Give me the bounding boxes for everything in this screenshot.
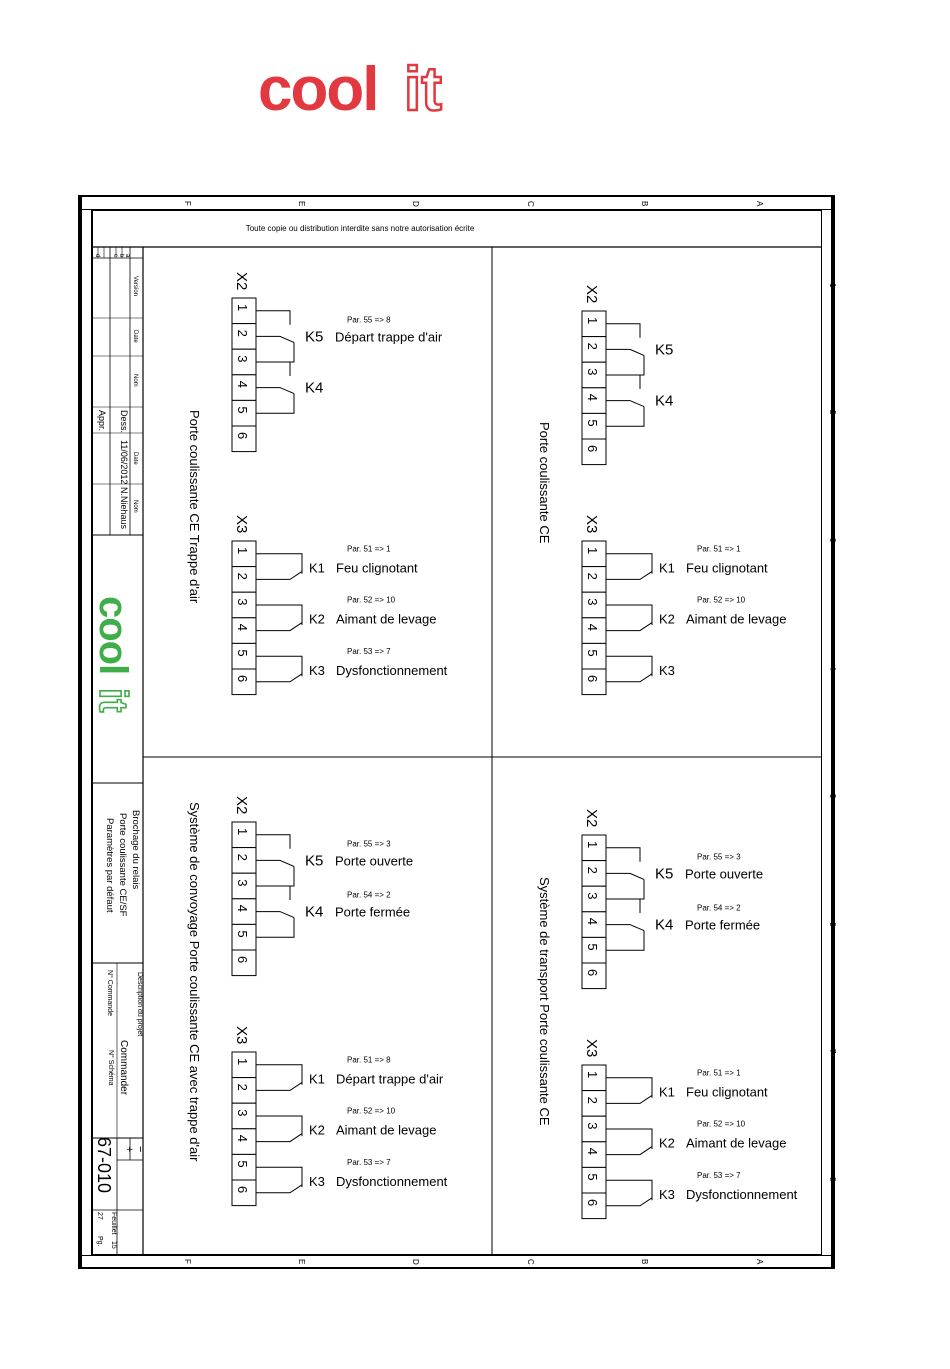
terminal-pin-number: 2 — [585, 572, 600, 580]
terminal-pin-number: 2 — [235, 572, 250, 580]
terminal-label: X3 — [233, 1026, 250, 1045]
svg-text:cool: cool — [91, 596, 135, 675]
terminal-pin-number: 2 — [235, 853, 250, 861]
terminal-pin-number: 6 — [235, 956, 250, 964]
relay-function: Porte ouverte — [685, 866, 764, 882]
terminal-pin-number: 4 — [235, 380, 250, 389]
head-date: Date — [132, 330, 138, 343]
terminal-pin-number: 6 — [235, 1186, 250, 1194]
panel-title: Système de convoyage Porte coulissante CE avec trappe d'air — [187, 802, 202, 1162]
head-date-2: Date — [132, 452, 138, 465]
logo-cool-text: cool — [258, 55, 378, 116]
terminal-pin-number: 4 — [235, 623, 250, 632]
relay-param: Par. 54 => 2 — [347, 890, 391, 900]
relay-name: K2 — [659, 611, 675, 627]
terminal-pin-number: 5 — [235, 930, 250, 938]
projet-value: Commander — [118, 1040, 129, 1096]
terminal-pin-number: 4 — [585, 623, 600, 632]
row-label: 8 — [828, 1177, 837, 1182]
relay-name: K4 — [655, 392, 674, 410]
terminal-pin-number: 4 — [585, 1147, 600, 1156]
relay-name: K1 — [659, 1084, 675, 1100]
terminal-pin-number: 4 — [235, 1134, 250, 1143]
relay-param: Par. 51 => 1 — [697, 1068, 741, 1078]
rev-letter-c: c — [112, 254, 118, 257]
terminal-pin-number: 4 — [585, 393, 600, 402]
relay-function: Départ trappe d'air — [336, 1071, 444, 1087]
pg-label: Pg. — [96, 1236, 103, 1247]
relay-name: K3 — [659, 662, 675, 678]
row-appr: Appr. — [97, 410, 107, 432]
rev-letter-d: d — [94, 254, 100, 258]
panel-title: Porte coulissante CE — [537, 422, 552, 544]
column-label-top: C — [526, 201, 535, 207]
terminal-pin-number: 6 — [585, 1199, 600, 1207]
terminal-label: X3 — [233, 515, 250, 534]
terminal-pin-number: 1 — [235, 547, 250, 555]
row-dess: Dess. — [119, 410, 129, 434]
logo-it-text: it — [404, 55, 442, 116]
terminal-pin-number: 3 — [235, 879, 250, 887]
relay-name: K5 — [655, 865, 674, 883]
relay-param: Par. 52 => 10 — [347, 1106, 396, 1116]
relay-function: Porte fermée — [685, 917, 761, 933]
relay-function: Aimant de levage — [686, 1135, 787, 1151]
relay-name: K4 — [305, 379, 324, 397]
dess-nom: N.Niehaus — [119, 487, 129, 530]
relay-name: K2 — [309, 611, 325, 627]
relay-param: Par. 52 => 10 — [347, 595, 396, 605]
terminal-label: X2 — [233, 272, 250, 291]
title-block-logo — [91, 596, 135, 712]
copyright-notice: Toute copie ou distribution interdite sans notre autorisation écrite — [245, 224, 475, 233]
head-version: Version — [132, 276, 138, 297]
terminal-pin-number: 2 — [585, 342, 600, 350]
relay-function: Dysfonctionnement — [686, 1186, 798, 1202]
terminal-pin-number: 6 — [235, 432, 250, 440]
terminal-pin-number: 1 — [235, 1058, 250, 1066]
column-label-top: A — [755, 201, 764, 207]
relay-function: Feu clignotant — [686, 560, 768, 576]
schema-number: 67-010 — [94, 1137, 114, 1194]
relay-name: K1 — [309, 1071, 325, 1087]
terminal-pin-number: 6 — [585, 675, 600, 683]
terminal-label: X3 — [583, 1039, 600, 1058]
terminal-pin-number: 3 — [585, 892, 600, 900]
plus-sign: + — [123, 1146, 135, 1153]
terminal-label: X2 — [583, 285, 600, 304]
relay-function: Porte fermée — [335, 904, 411, 920]
relay-name: K3 — [659, 1186, 675, 1202]
desc-line-1: Brochage du relais — [130, 810, 141, 890]
terminal-label: X2 — [583, 809, 600, 828]
relay-name: K5 — [305, 852, 324, 870]
column-label-top: F — [183, 201, 192, 206]
row-label: 4 — [828, 666, 837, 671]
column-label-top: B — [640, 201, 649, 207]
relay-function: Feu clignotant — [686, 1084, 768, 1100]
relay-function: Feu clignotant — [336, 560, 418, 576]
relay-param: Par. 55 => 3 — [347, 839, 391, 849]
relay-param: Par. 53 => 7 — [347, 1157, 391, 1167]
relay-param: Par. 53 => 7 — [347, 646, 391, 656]
column-label-bottom: E — [297, 1259, 306, 1265]
row-label: 2 — [828, 410, 837, 415]
commande-label: N° Commande — [106, 970, 113, 1016]
desc-line-3: Paramètres par défaut — [104, 818, 115, 913]
terminal-pin-number: 2 — [585, 866, 600, 874]
terminal-pin-number: 5 — [585, 419, 600, 427]
column-label-top: E — [297, 201, 306, 207]
relay-name: K5 — [655, 341, 674, 359]
terminal-label: X3 — [583, 515, 600, 534]
pages-value: 27 — [96, 1212, 103, 1220]
relay-name: K2 — [309, 1122, 325, 1138]
relay-param: Par. 51 => 1 — [697, 544, 741, 554]
relay-param: Par. 51 => 1 — [347, 544, 391, 554]
panel-title: Porte coulissante CE Trappe d'air — [187, 410, 202, 604]
terminal-pin-number: 3 — [585, 598, 600, 606]
column-label-bottom: A — [755, 1259, 764, 1265]
schema-label: N° Schéma — [107, 1050, 114, 1086]
terminal-pin-number: 3 — [585, 368, 600, 376]
relay-name: K1 — [309, 560, 325, 576]
head-nom: Nom — [132, 374, 138, 387]
row-label: 1 — [828, 283, 837, 288]
relay-function: Départ trappe d'air — [335, 329, 443, 345]
terminal-pin-number: 5 — [585, 649, 600, 657]
relay-name: K3 — [309, 662, 325, 678]
terminal-pin-number: 1 — [585, 547, 600, 555]
terminal-pin-number: 5 — [235, 649, 250, 657]
projet-label: Description du projet — [136, 972, 143, 1037]
terminal-pin-number: 1 — [235, 304, 250, 312]
row-label: 6 — [828, 922, 837, 927]
relay-name: K3 — [309, 1173, 325, 1189]
terminal-pin-number: 2 — [585, 1096, 600, 1104]
svg-text:it: it — [91, 688, 135, 713]
terminal-label: X2 — [233, 796, 250, 815]
feuillet-label: Feuillet — [110, 1212, 117, 1235]
relay-function: Aimant de levage — [336, 1122, 437, 1138]
relay-param: Par. 52 => 10 — [697, 1119, 746, 1129]
terminal-pin-number: 5 — [585, 1173, 600, 1181]
terminal-pin-number: 3 — [235, 355, 250, 363]
relay-function: Aimant de levage — [686, 611, 787, 627]
terminal-pin-number: 2 — [235, 1083, 250, 1091]
relay-param: Par. 51 => 8 — [347, 1055, 391, 1065]
terminal-pin-number: 1 — [235, 828, 250, 836]
terminal-pin-number: 6 — [235, 675, 250, 683]
terminal-pin-number: 3 — [585, 1122, 600, 1130]
terminal-pin-number: 1 — [585, 1071, 600, 1079]
relay-function: Aimant de levage — [336, 611, 437, 627]
terminal-pin-number: 3 — [235, 598, 250, 606]
row-label: 3 — [828, 538, 837, 543]
relay-param: Par. 53 => 7 — [697, 1170, 741, 1180]
terminal-pin-number: 6 — [585, 445, 600, 453]
relay-name: K5 — [305, 328, 324, 346]
column-label-bottom: B — [640, 1259, 649, 1265]
relay-param: Par. 55 => 3 — [697, 852, 741, 862]
terminal-pin-number: 5 — [585, 943, 600, 951]
column-label-bottom: D — [411, 1259, 420, 1265]
head-nom-2: Nom — [132, 500, 138, 513]
relay-function: Porte ouverte — [335, 853, 414, 869]
relay-param: Par. 55 => 8 — [347, 315, 391, 325]
terminal-pin-number: 5 — [235, 1160, 250, 1168]
terminal-pin-number: 2 — [235, 329, 250, 337]
rev-letter-b: b — [118, 254, 124, 258]
relay-name: K1 — [659, 560, 675, 576]
terminal-pin-number: 3 — [235, 1109, 250, 1117]
terminal-pin-number: 1 — [585, 317, 600, 325]
panel-title: Système de transport Porte coulissante CE — [537, 877, 552, 1126]
relay-param: Par. 54 => 2 — [697, 903, 741, 913]
column-label-top: D — [411, 201, 420, 207]
desc-line-2: Porte coulissante CE/SF — [117, 813, 128, 917]
terminal-pin-number: 4 — [585, 917, 600, 926]
rev-letter-a: a — [124, 254, 130, 258]
relay-param: Par. 52 => 10 — [697, 595, 746, 605]
terminal-pin-number: 1 — [585, 841, 600, 849]
relay-function: Dysfonctionnement — [336, 1173, 448, 1189]
relay-name: K4 — [655, 916, 674, 934]
column-label-bottom: C — [526, 1259, 535, 1265]
feuillet-value: 15 — [110, 1241, 117, 1249]
dess-date: 11/06/2012 — [119, 440, 129, 485]
terminal-pin-number: 4 — [235, 904, 250, 913]
eq-sign: = — [135, 1146, 147, 1153]
row-label: 5 — [828, 794, 837, 799]
terminal-pin-number: 5 — [235, 406, 250, 414]
relay-function: Dysfonctionnement — [336, 662, 448, 678]
column-label-bottom: F — [183, 1259, 192, 1264]
terminal-pin-number: 6 — [585, 969, 600, 977]
relay-name: K2 — [659, 1135, 675, 1151]
relay-name: K4 — [305, 903, 324, 921]
row-label: 7 — [828, 1049, 837, 1054]
